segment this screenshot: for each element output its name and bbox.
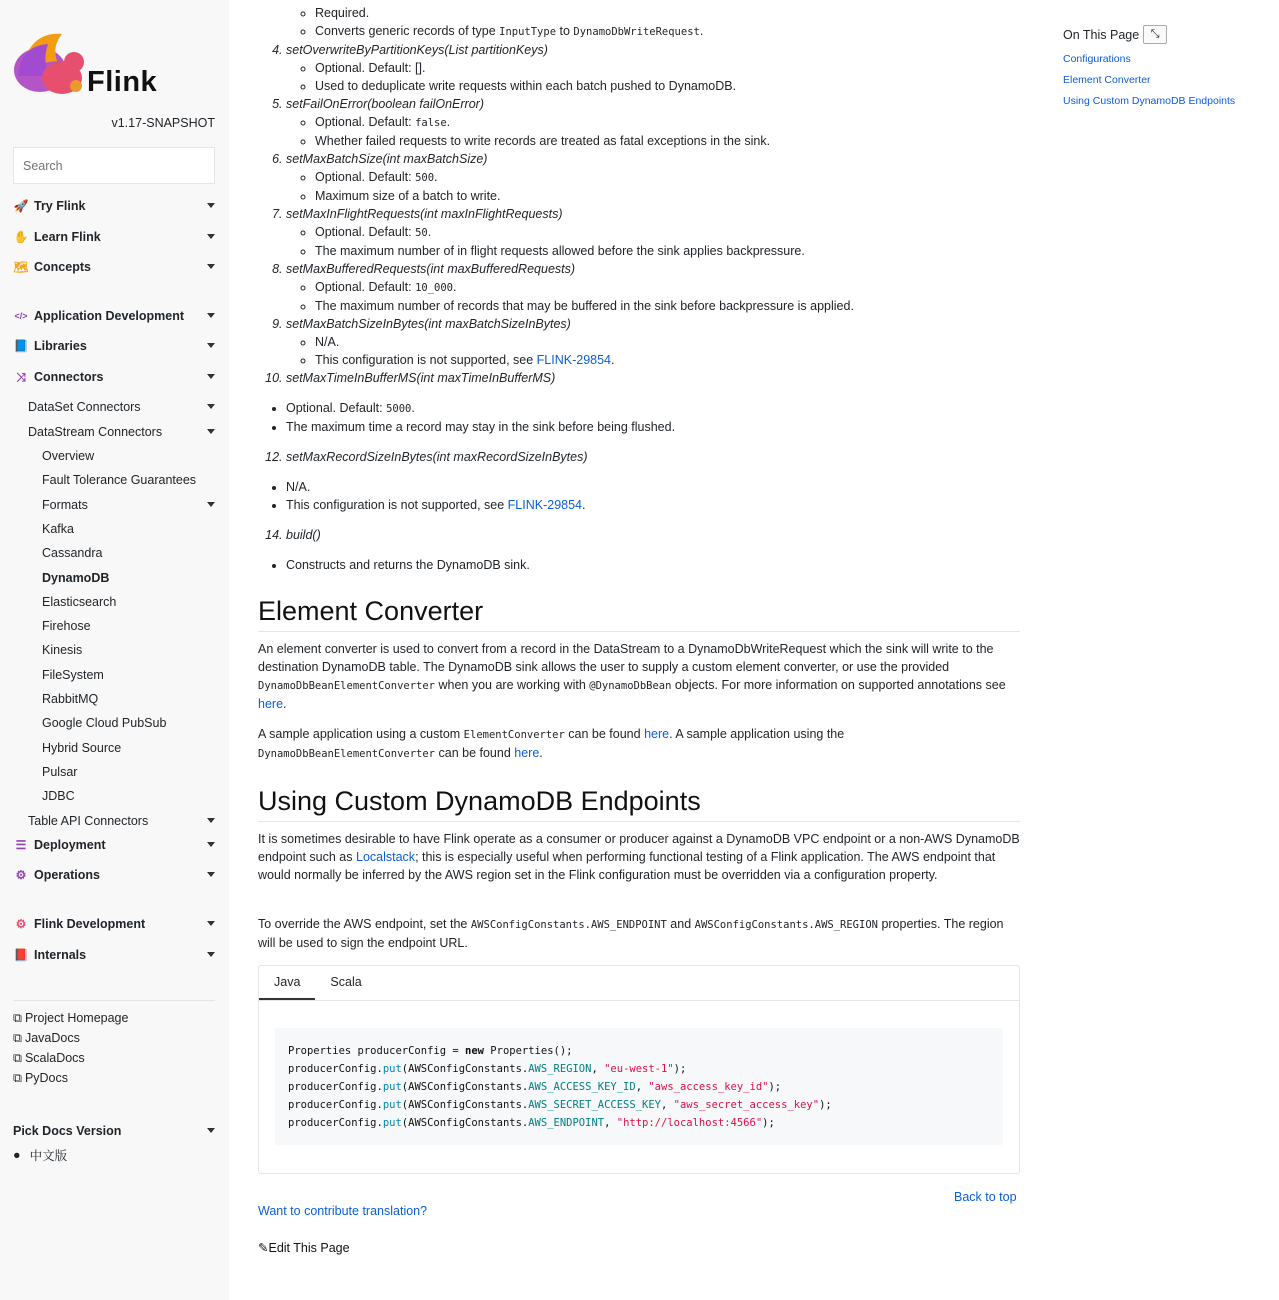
code-token: producerConfig.	[288, 1081, 383, 1093]
book-icon: 📘	[13, 339, 29, 353]
custom-endpoints-p2	[258, 915, 1020, 952]
sidebar-item-label: Kinesis	[42, 643, 83, 657]
bullet-item	[315, 113, 1028, 132]
text-segment: ; this is especially useful when performing functional testing of a Flink application. The AWS endpoint that would normally be inferred by the AWS region set in the Flink configuration must be overridden via a configuration property.	[258, 850, 996, 882]
external-link-icon: ⧉	[13, 1030, 22, 1045]
sidebar-item-label: Firehose	[42, 619, 91, 633]
inline-code: DynamoDbBeanElementConverter	[258, 748, 436, 760]
sidebar-item-label: Table API Connectors	[28, 814, 149, 828]
config-bullets	[286, 333, 1028, 369]
code-token: AWS_ENDPOINT	[528, 1117, 605, 1129]
inline-code: AWSConfigConstants.AWS_ENDPOINT	[470, 919, 667, 931]
inline-code: DynamoDbWriteRequest	[573, 26, 700, 38]
bullet-item	[315, 132, 1028, 150]
config-ordered-list	[258, 41, 1028, 574]
text-segment: can be found	[435, 746, 515, 760]
caret-down-icon	[207, 203, 215, 208]
item-3-bullets	[258, 4, 1028, 41]
code-token: AWS_SECRET_ACCESS_KEY	[528, 1099, 661, 1111]
caret-down-icon	[207, 343, 215, 348]
code-token: put	[382, 1117, 402, 1129]
caret-down-icon	[207, 234, 215, 239]
external-link-icon: ⧉	[13, 1050, 22, 1065]
caret-down-icon	[207, 1128, 215, 1133]
inline-code: 10_000	[415, 282, 453, 294]
sidebar-item-firehose[interactable]	[0, 616, 229, 636]
rocket-icon: 🚀	[13, 199, 29, 213]
text-segment: The maximum time a record may stay in the sink before being flushed.	[286, 420, 676, 434]
inline-link[interactable]: FLINK-29854	[536, 353, 612, 367]
code-token: producerConfig.	[288, 1117, 383, 1129]
sidebar-item-cassandra[interactable]	[0, 543, 229, 563]
code-token: Properties producerConfig =	[288, 1045, 466, 1057]
code-token: "eu-west-1"	[604, 1063, 674, 1075]
squirrel-logo-icon	[12, 26, 92, 98]
inline-code: 50	[415, 227, 428, 239]
inline-link[interactable]: here	[258, 697, 284, 711]
sidebar-item-label: FileSystem	[42, 668, 104, 682]
bullet-item	[315, 187, 1028, 205]
sliders-icon: ☰	[15, 838, 27, 852]
caret-down-icon	[207, 921, 215, 926]
sidebar-item-fault-tolerance-guarantees[interactable]	[0, 470, 229, 490]
text-segment: Maximum size of a batch to write.	[315, 189, 501, 203]
compress-icon: ⤡	[1150, 28, 1160, 40]
text-segment: To override the AWS endpoint, set the	[258, 917, 471, 931]
code-token: Properties();	[483, 1045, 573, 1057]
code-token: AWS_ACCESS_KEY_ID	[528, 1081, 636, 1093]
sidebar-item-internals[interactable]	[0, 945, 229, 965]
inline-link[interactable]: FLINK-29854	[507, 498, 583, 512]
text-segment: Optional. Default:	[315, 170, 416, 184]
bullet-item	[286, 399, 1028, 418]
text-segment: to	[556, 24, 574, 38]
caret-down-icon	[207, 952, 215, 957]
bullet-wrapper	[286, 556, 1028, 574]
version-label: v1.17-SNAPSHOT	[111, 116, 215, 130]
cogs-icon: ⚙	[15, 917, 27, 931]
text-segment: .	[446, 115, 451, 129]
config-method: 12. setMaxRecordSizeInBytes(int maxRecordSizeInBytes)	[286, 448, 1028, 466]
text-segment: .	[582, 498, 586, 512]
sidebar-item-kafka[interactable]	[0, 519, 229, 539]
inline-code: 500	[415, 172, 435, 184]
inline-code: @DynamoDbBean	[589, 680, 672, 692]
bullet-item	[315, 242, 1028, 260]
sidebar-item-filesystem[interactable]	[0, 665, 229, 685]
bullet-item	[315, 59, 1028, 77]
inline-code: ElementConverter	[463, 729, 565, 741]
sidebar-link-label: Project Homepage	[24, 1011, 129, 1025]
sidebar-item-label: Internals	[34, 948, 87, 962]
config-bullets	[286, 59, 1028, 95]
text-segment: .	[427, 225, 432, 239]
text-segment: An element converter is used to convert from a record in the DataStream to a DynamoDbWriteRequest which the sink will write to the destination DynamoDB table. The DynamoDB sink allows the user to supply a custom element converter, or use the provided	[258, 642, 994, 674]
external-link-icon: ⧉	[13, 1010, 22, 1025]
code-token: ,	[591, 1063, 605, 1075]
text-segment: .	[699, 24, 704, 38]
code-token: AWS_REGION	[528, 1063, 592, 1075]
element-converter-p2	[258, 725, 1020, 763]
caret-down-icon	[207, 818, 215, 823]
text-segment: This configuration is not supported, see	[286, 498, 508, 512]
on-this-page	[1063, 25, 1235, 107]
sidebar-link-label: JavaDocs	[24, 1031, 80, 1045]
config-method: 14. build()	[286, 526, 1028, 544]
text-segment: Required.	[315, 6, 370, 20]
toc-link-custom-endpoints[interactable]: Using Custom DynamoDB Endpoints	[1063, 95, 1236, 107]
sidebar-item-label: Hybrid Source	[42, 741, 122, 755]
sidebar-item-hybrid-source[interactable]	[0, 738, 229, 758]
sidebar-item-dataset-connectors[interactable]	[0, 397, 229, 417]
sidebar-link-label: ScalaDocs	[24, 1051, 85, 1065]
sidebar-item-pulsar[interactable]	[0, 762, 229, 782]
bullet-item	[315, 297, 1028, 315]
sidebar-item-jdbc[interactable]	[0, 786, 229, 806]
sidebar-item-learn-flink[interactable]	[0, 227, 229, 247]
text-segment: Optional. Default:	[315, 280, 416, 294]
configuration-list	[258, 4, 1028, 586]
code-token: producerConfig.	[288, 1099, 383, 1111]
text-segment: The maximum number of records that may be buffered in the sink before backpressure is applied.	[315, 299, 854, 313]
text-segment: .	[611, 353, 615, 367]
code-token: ,	[661, 1099, 674, 1111]
bullet-item	[286, 478, 1028, 496]
text-segment: Converts generic records of type	[315, 24, 500, 38]
sidebar-item-concepts[interactable]	[0, 257, 229, 277]
tab-bar	[259, 966, 1019, 1001]
bullet-item	[315, 333, 1028, 351]
text-segment: .	[411, 401, 415, 415]
sidebar-item-table-api-connectors[interactable]	[0, 811, 229, 831]
code-token: put	[382, 1099, 402, 1111]
toc-title: On This Page	[1063, 27, 1140, 42]
bullet-wrapper	[286, 399, 1028, 436]
config-bullets	[286, 113, 1028, 150]
sidebar-item-label: Fault Tolerance Guarantees	[42, 473, 197, 487]
text-segment: N/A.	[286, 480, 311, 494]
sidebar-item-label: Application Development	[34, 309, 185, 323]
text-segment: objects. For more information on supported annotations see	[671, 678, 1006, 692]
sidebar-item-overview[interactable]	[0, 446, 229, 466]
bullet-item	[286, 496, 1028, 514]
config-method: 10. setMaxTimeInBufferMS(int maxTimeInBufferMS)	[286, 369, 1028, 387]
text-segment: can be found	[564, 727, 645, 741]
bullet-item	[315, 4, 1028, 22]
code-token: (AWSConfigConstants.	[401, 1081, 529, 1093]
sidebar-item-label: Try Flink	[34, 199, 86, 213]
bullet-wrapper	[286, 478, 1028, 514]
inline-code: 5000	[386, 403, 412, 415]
sidebar-link-label: PyDocs	[24, 1071, 69, 1085]
config-method: 4. setOverwriteByPartitionKeys(List partitionKeys) ◦ Optional. Default: []. ◦ Used to deduplicate write requests within each batch pushed to DynamoDB.	[286, 41, 1028, 95]
sidebar-link-pydocs[interactable]	[0, 1068, 229, 1088]
sidebar-item-try-flink[interactable]	[0, 196, 229, 216]
back-to-top-link[interactable]: Back to top	[954, 1190, 1017, 1204]
sidebar-item-label: Learn Flink	[34, 230, 101, 244]
sidebar-item-label: Cassandra	[42, 546, 103, 560]
hand-icon: ✋	[13, 230, 29, 244]
code-token: "http://localhost:4566"	[616, 1117, 763, 1129]
text-segment: properties. The region will be used to sign the endpoint URL.	[258, 917, 1004, 950]
contribute-translation-link[interactable]: Want to contribute translation?	[258, 1204, 428, 1218]
code-token: (AWSConfigConstants.	[401, 1063, 529, 1075]
sidebar-item-datastream-connectors[interactable]	[0, 422, 229, 442]
edit-page-label: Edit This Page	[268, 1241, 350, 1255]
tab-scala[interactable]: Scala	[330, 975, 362, 989]
sidebar-item-label: Overview	[42, 449, 95, 463]
code-line	[288, 1114, 990, 1132]
sidebar-item-label: DynamoDB	[42, 571, 110, 585]
sidebar-item-label: Connectors	[34, 370, 104, 384]
text-segment: .	[434, 170, 438, 184]
text-segment: Optional. Default: [].	[315, 61, 426, 75]
text-segment: .	[453, 280, 457, 294]
toc-link-element-converter[interactable]: Element Converter	[1063, 74, 1151, 86]
caret-down-icon	[207, 404, 215, 409]
caret-down-icon	[207, 502, 215, 507]
config-bullets	[286, 223, 1028, 260]
sidebar-divider	[13, 1000, 215, 1001]
text-segment: .	[539, 746, 543, 760]
text-segment: N/A.	[315, 335, 340, 349]
code-token: ,	[635, 1081, 649, 1093]
code-token: put	[382, 1081, 402, 1093]
inline-code: DynamoDbBeanElementConverter	[258, 680, 436, 692]
sidebar-item-label: Google Cloud PubSub	[42, 716, 167, 730]
text-segment: and	[666, 917, 695, 931]
text-segment: .	[283, 697, 287, 711]
language-switch[interactable]	[0, 1145, 229, 1165]
element-converter-heading: Element Converter	[258, 596, 1020, 632]
caret-down-icon	[207, 429, 215, 434]
sidebar-item-elasticsearch[interactable]	[0, 592, 229, 612]
bullet-item	[286, 418, 1028, 436]
sidebar-item-label: Deployment	[34, 838, 106, 852]
code-icon: </>	[14, 311, 28, 321]
external-link-icon: ⧉	[13, 1070, 22, 1085]
text-segment: Whether failed requests to write records are treated as fatal exceptions in the sink.	[315, 134, 771, 148]
inline-link[interactable]: here	[514, 746, 540, 760]
config-bullets	[286, 168, 1028, 205]
code-token: );	[673, 1063, 687, 1075]
code-token: new	[465, 1045, 484, 1057]
sidebar-item-deployment[interactable]	[0, 835, 229, 855]
pick-docs-version[interactable]	[0, 1121, 229, 1141]
code-line	[288, 1096, 990, 1114]
sidebar-link-project-homepage[interactable]	[0, 1008, 229, 1028]
sidebar-item-libraries[interactable]	[0, 336, 229, 356]
sidebar-item-label: DataStream Connectors	[28, 425, 163, 439]
text-segment: Constructs and returns the DynamoDB sink.	[286, 558, 530, 572]
tab-java[interactable]: Java	[259, 966, 315, 1000]
text-segment: when you are working with	[435, 678, 590, 692]
sidebar-item-label: Kafka	[42, 522, 74, 536]
caret-down-icon	[207, 374, 215, 379]
code-block	[275, 1028, 1003, 1145]
config-bullets	[258, 478, 1028, 514]
config-method: 6. setMaxBatchSize(int maxBatchSize) ◦ Optional. Default: 500. ◦ Maximum size of a batch to write.	[286, 150, 1028, 205]
code-token: (AWSConfigConstants.	[401, 1099, 529, 1111]
config-method: 9. setMaxBatchSizeInBytes(int maxBatchSizeInBytes) ◦ N/A. ◦ This configuration is not supported, see FLINK-29854.	[286, 315, 1028, 369]
caret-down-icon	[207, 842, 215, 847]
sidebar-link-scaladocs[interactable]	[0, 1048, 229, 1068]
sidebar-item-label: Pulsar	[42, 765, 78, 779]
code-token: (AWSConfigConstants.	[401, 1117, 529, 1129]
sidebar-item-connectors[interactable]	[0, 367, 229, 387]
edit-icon: ✎	[258, 1241, 269, 1255]
inline-code: InputType	[499, 26, 557, 38]
inline-link[interactable]: Localstack	[356, 850, 416, 864]
sidebar-item-label: DataSet Connectors	[28, 400, 141, 414]
code-token: ,	[604, 1117, 617, 1129]
code-token: producerConfig.	[288, 1063, 383, 1075]
bullet-item	[286, 556, 1028, 574]
code-token: put	[382, 1063, 402, 1075]
code-token: );	[819, 1099, 832, 1111]
text-segment: It is sometimes desirable to have Flink operate as a consumer or producer against a DynamoDB VPC endpoint or a non-AWS DynamoDB endpoint such as	[258, 832, 1020, 864]
text-segment: Optional. Default:	[315, 115, 416, 129]
sidebar-link-javadocs[interactable]	[0, 1028, 229, 1048]
sidebar-item-operations[interactable]	[0, 865, 229, 885]
cogs-icon: ⚙	[15, 868, 27, 882]
sidebar-item-label: Concepts	[34, 260, 91, 274]
sidebar-item-rabbitmq[interactable]	[0, 689, 229, 709]
inline-code: false	[415, 117, 447, 129]
code-token: );	[762, 1117, 775, 1129]
code-line	[288, 1042, 990, 1060]
bullet-item	[315, 351, 1028, 369]
text-segment: Used to deduplicate write requests within each batch pushed to DynamoDB.	[315, 79, 737, 93]
logo-text: Flink	[87, 66, 158, 98]
sidebar-item-label: Elasticsearch	[42, 595, 117, 609]
sidebar-item-label: JDBC	[42, 789, 75, 803]
sidebar-item-flink-development[interactable]	[0, 914, 229, 934]
random-icon: ⤨	[16, 369, 26, 384]
book-icon: 📕	[13, 948, 29, 962]
collapse-toc-button[interactable]	[1143, 25, 1167, 44]
sidebar-item-application-development[interactable]	[0, 306, 229, 326]
text-segment: Optional. Default:	[315, 225, 416, 239]
sidebar-item-kinesis[interactable]	[0, 640, 229, 660]
bullet-item	[315, 22, 1028, 41]
code-token: "aws_secret_access_key"	[673, 1099, 820, 1111]
bullet-item	[315, 223, 1028, 242]
text-segment: Optional. Default:	[286, 401, 387, 415]
caret-down-icon	[207, 313, 215, 318]
sidebar-item-dynamodb[interactable]	[0, 568, 229, 588]
code-token: );	[768, 1081, 782, 1093]
bullet-item	[315, 278, 1028, 297]
config-bullets	[258, 556, 1028, 574]
config-bullets	[258, 399, 1028, 436]
globe-icon: ●	[13, 1148, 21, 1162]
code-line	[288, 1078, 990, 1096]
config-method: 7. setMaxInFlightRequests(int maxInFlightRequests) ◦ Optional. Default: 50. ◦ The maximum number of in flight requests allowed before the sink applies backpressure.	[286, 205, 1028, 260]
element-converter-p1	[258, 640, 1020, 713]
sidebar-item-google-cloud-pubsub[interactable]	[0, 713, 229, 733]
sidebar-item-label: Libraries	[34, 339, 87, 353]
text-segment: This configuration is not supported, see	[315, 353, 537, 367]
sidebar-item-formats[interactable]	[0, 495, 229, 515]
sidebar-item-label: RabbitMQ	[42, 692, 99, 706]
config-method: 5. setFailOnError(boolean failOnError) ◦ Optional. Default: false. ◦ Whether failed requests to write records are treated as fatal exceptions in the sink.	[286, 95, 1028, 150]
edit-page-link[interactable]	[258, 1240, 350, 1255]
custom-endpoints-p1	[258, 830, 1020, 884]
caret-down-icon	[207, 264, 215, 269]
config-bullets	[286, 278, 1028, 315]
code-tabs	[258, 965, 1020, 1174]
custom-endpoints-heading: Using Custom DynamoDB Endpoints	[258, 786, 1020, 822]
language-label: 中文版	[29, 1149, 68, 1163]
text-segment: . A sample application using the	[669, 727, 845, 741]
bullet-item	[315, 168, 1028, 187]
search-input[interactable]	[13, 147, 215, 184]
caret-down-icon	[207, 872, 215, 877]
code-line	[288, 1060, 990, 1078]
map-icon: 🗺	[13, 260, 29, 274]
sidebar-item-label: Operations	[34, 868, 100, 882]
text-segment: The maximum number of in flight requests allowed before the sink applies backpressure.	[315, 244, 805, 258]
sidebar	[0, 0, 229, 1300]
inline-code: AWSConfigConstants.AWS_REGION	[694, 919, 878, 931]
sidebar-item-label: Flink Development	[34, 917, 146, 931]
code-token: "aws_access_key_id"	[648, 1081, 769, 1093]
inline-link[interactable]: here	[644, 727, 670, 741]
toc-link-configurations[interactable]: Configurations	[1063, 53, 1131, 65]
config-method: 8. setMaxBufferedRequests(int maxBufferedRequests) ◦ Optional. Default: 10_000. ◦ The maximum number of records that may be buffered in the sink before backpressure is applied.	[286, 260, 1028, 315]
sidebar-item-label: Formats	[42, 498, 88, 512]
pick-docs-version-label: Pick Docs Version	[13, 1124, 122, 1138]
text-segment: A sample application using a custom	[258, 727, 464, 741]
bullet-item	[315, 77, 1028, 95]
